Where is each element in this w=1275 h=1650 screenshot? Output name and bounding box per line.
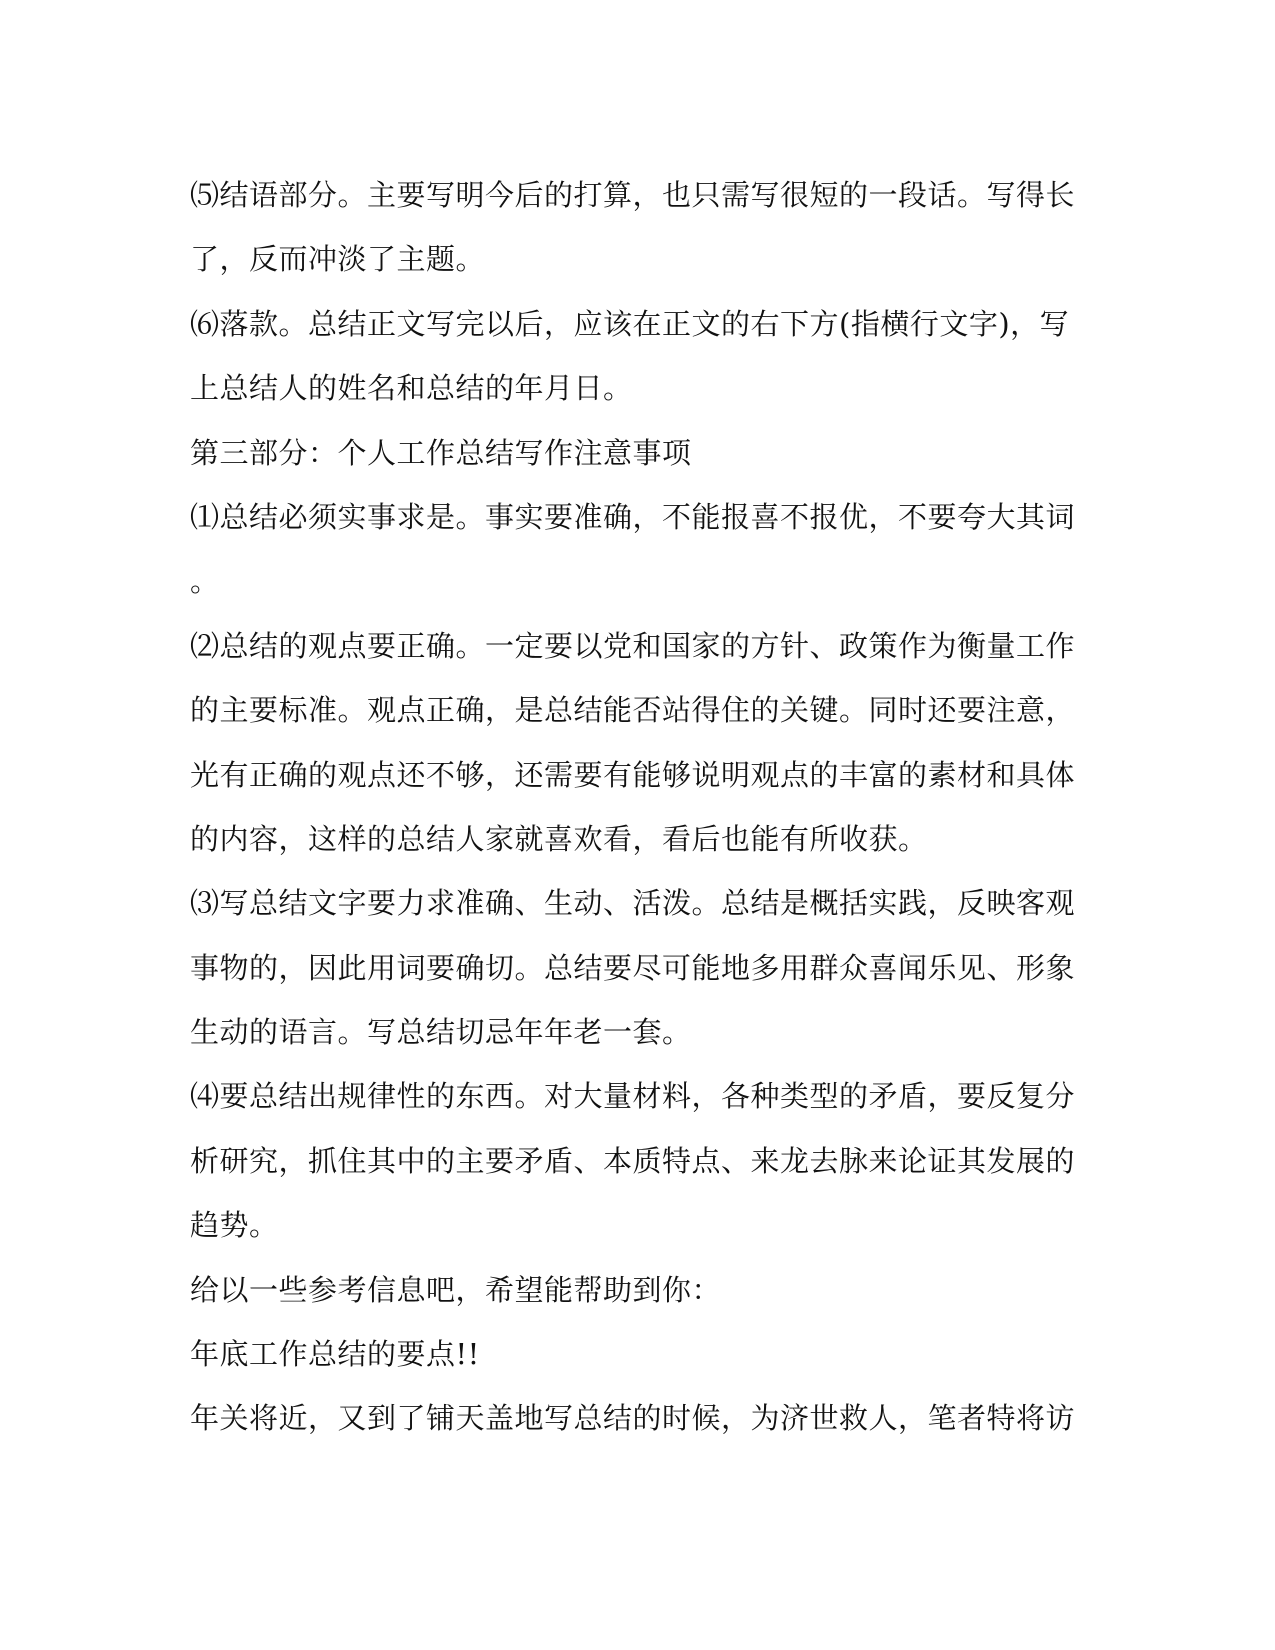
text-line: 上总结人的姓名和总结的年月日。 <box>190 371 633 406</box>
subheading: 年底工作总结的要点!! <box>190 1337 480 1372</box>
text-line: ⑵总结的观点要正确。一定要以党和国家的方针、政策作为衡量工作 <box>190 628 1076 663</box>
text-line: ⑴总结必须实事求是。事实要准确，不能报喜不报优，不要夸大其词 <box>190 499 1076 534</box>
text-line: ⑷要总结出规律性的东西。对大量材料，各种类型的矛盾，要反复分 <box>190 1079 1076 1114</box>
text-line: 光有正确的观点还不够，还需要有能够说明观点的丰富的素材和具体 <box>190 757 1076 792</box>
text-line: 生动的语言。写总结切忌年年老一套。 <box>190 1015 692 1050</box>
text-line: 。 <box>190 564 220 599</box>
text-line: 的主要标准。观点正确，是总结能否站得住的关键。同时还要注意， <box>190 693 1076 728</box>
text-line: ⑶写总结文字要力求准确、生动、活泼。总结是概括实践，反映客观 <box>190 886 1076 921</box>
text-line: 趋势。 <box>190 1208 279 1243</box>
text-line: 了，反而冲淡了主题。 <box>190 242 486 277</box>
text-line: 析研究，抓住其中的主要矛盾、本质特点、来龙去脉来论证其发展的 <box>190 1143 1076 1178</box>
text-line: ⑹落款。总结正文写完以后，应该在正文的右下方(指横行文字)，写 <box>190 306 1070 341</box>
document-body <box>190 163 1085 1451</box>
text-line: 的内容，这样的总结人家就喜欢看，看后也能有所收获。 <box>190 821 928 856</box>
text-line: 给以一些参考信息吧，希望能帮助到你： <box>190 1272 722 1307</box>
text-line: ⑸结语部分。主要写明今后的打算，也只需写很短的一段话。写得长 <box>190 178 1076 212</box>
text-line: 年关将近，又到了铺天盖地写总结的时候，为济世救人，笔者特将访 <box>190 1401 1076 1436</box>
text-line: 事物的，因此用词要确切。总结要尽可能地多用群众喜闻乐见、形象 <box>190 950 1076 985</box>
section-heading: 第三部分：个人工作总结写作注意事项 <box>190 435 692 470</box>
